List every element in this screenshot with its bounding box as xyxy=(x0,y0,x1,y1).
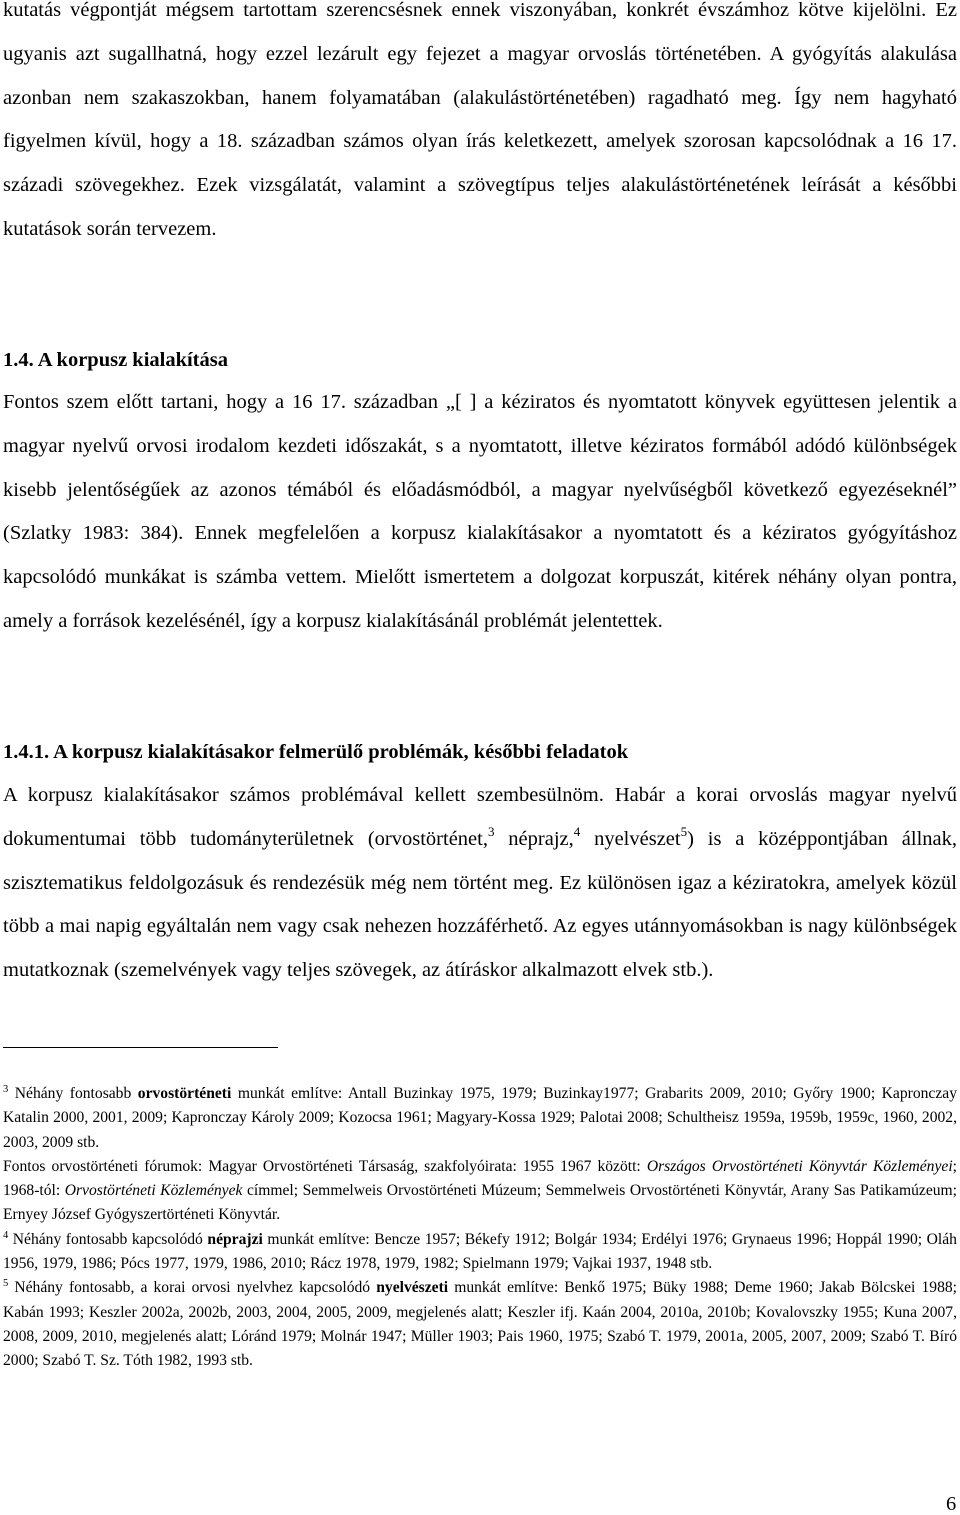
footnote-separator xyxy=(3,1047,278,1048)
footnote-3-cont-mid: ; 1968-tól: xyxy=(3,1157,957,1200)
paragraph-problems-text-b: néprajz, xyxy=(494,827,574,850)
footnote-3-number: 3 xyxy=(3,1084,9,1095)
footnote-5 xyxy=(3,1276,957,1373)
footnote-ref-4: 4 xyxy=(573,823,581,839)
footnote-5-text-rest: munkát említve: Benkő 1975; Büky 1988; Deme 1960; Jakab Bölcskei 1988; Kabán 1993; Keszler 2002a, 2002b, 2003, 2004, 2005, 2009, megjelenés alatt; Keszler ifj. Kaán 2004, 2010a, 2010b; Kovalovszky 1955; Kuna 2007, 2008, 2009, 2010, megjelenés alatt; Lóránd 1979; Molnár 1947; Müller 1903; Pais 1960, 1975; Szabó T. 1979, 2001a, 2005, 2007, 2009; Szabó T. Bíró 2000; Szabó T. Sz. Tóth 1982, 1993 stb. xyxy=(3,1279,957,1370)
footnote-4-text-rest: munkát említve: Bencze 1957; Békefy 1912; Bolgár 1934; Erdélyi 1976; Grynaeus 1996; Hoppál 1990; Oláh 1956, 1979, 1986; Pócs 1977, 1979, 1986, 2010; Rácz 1978, 1979, 1982; Spielmann 1979; Vajkai 1937, 1948 stb. xyxy=(3,1230,957,1273)
paragraph-problems-text-c: nyelvészet xyxy=(580,827,681,850)
paragraph-problems-text-d: ) is a középpontjában állnak, szisztematikus feldolgozásuk és rendezésük még nem történt meg. Ez különösen igaz a kéziratokra, amelyek közül több a mai napig egyáltalán nem vagy csak nehezen hozzáférhető. Az egyes utánnyomásokban is nagy különbségek mutatkoznak (szemelvények vagy teljes szövegek, az átíráskor alkalmazott elvek stb.). xyxy=(3,827,957,982)
footnote-3-text: Néhány fontosabb xyxy=(8,1085,138,1102)
footnote-5-text: Néhány fontosabb, a korai orvosi nyelvhez kapcsolódó xyxy=(8,1279,377,1297)
footnote-4-text: Néhány fontosabb kapcsolódó xyxy=(8,1230,208,1248)
journal-title-1: Országos Orvostörténeti Könyvtár Közleményei xyxy=(646,1157,953,1175)
section-heading-1-4: 1.4. A korpusz kialakítása xyxy=(3,349,228,371)
paragraph-problems xyxy=(3,774,957,993)
paragraph-corpus: Fontos szem előtt tartani, hogy a 16 17. században „[ ] a kéziratos és nyomtatott könyvek együttesen jelentik a magyar nyelvű orvosi irodalom kezdeti időszakát, s a nyomtatott, illetve kéziratos formából adódó különbségek kisebb jelentőségűek az azonos témából és előadásmódból, a magyar nyelvűségből következő egyezéseknél” (Szlatky 1983: 384). Ennek megfelelően a korpusz kialakításakor a nyomtatott és a kéziratos gyógyításhoz kapcsolódó munkákat is számba vettem. Mielőtt ismertetem a dolgozat korpuszát, kitérek néhány olyan pontra, amely a források kezelésénél, így a korpusz kialakításánál problémát jelentettek. xyxy=(3,391,957,632)
section-heading-1-4-1: 1.4.1. A korpusz kialakításakor felmerülő problémák, későbbi feladatok xyxy=(3,741,629,763)
footnote-4 xyxy=(3,1228,957,1277)
footnote-3 xyxy=(3,1082,957,1155)
footnote-3-continuation xyxy=(3,1155,957,1228)
footnote-3-text-rest: munkát említve: Antall Buzinkay 1975, 1979; Buzinkay1977; Grabarits 2009, 2010; Győry 1900; Kapronczay Katalin 2000, 2001, 2009; Kapronczay Károly 2009; Kozocsa 1961; Magyary-Kossa 1929; Palotai 2008; Schultheisz 1959a, 1959b, 1959c, 1960, 2002, 2003, 2009 stb. xyxy=(3,1085,957,1151)
footnote-3-keyword: orvostörténeti xyxy=(137,1085,232,1102)
footnote-ref-5: 5 xyxy=(680,823,688,839)
paragraph-problems-text-a: A korpusz kialakításakor számos problémával kellett szembesülnöm. Habár a korai orvoslás magyar nyelvű dokumentumai több tudományterületnek (orvostörténet, xyxy=(3,784,957,850)
footnote-5-number: 5 xyxy=(3,1278,9,1290)
footnote-5-keyword: nyelvészeti xyxy=(376,1279,449,1297)
paragraph-intro: kutatás végpontját mégsem tartottam szerencsésnek ennek viszonyában, konkrét évszámhoz kötve kijelölni. Ez ugyanis azt sugallhatná, hogy ezzel lezárult egy fejezet a magyar orvoslás történetében. A gyógyítás alakulása azonban nem szakaszokban, hanem folyamatában (alakulástörténetében) ragadható meg. Így nem hagyható figyelmen kívül, hogy a 18. században számos olyan írás keletkezett, amelyek szorosan kapcsolódnak a 16 17. századi szövegekhez. Ezek vizsgálatát, valamint a szövegtípus teljes alakulástörténetének leírását a későbbi kutatások során tervezem. xyxy=(3,0,957,240)
footnote-4-number: 4 xyxy=(3,1229,9,1241)
page-number: 6 xyxy=(946,1493,957,1515)
journal-title-2: Orvostörténeti Közlemények xyxy=(64,1182,243,1200)
footnote-4-keyword: néprajzi xyxy=(207,1230,263,1248)
footnotes xyxy=(3,1082,957,1374)
footnote-3-cont-text: Fontos orvostörténeti fórumok: Magyar Orvostörténeti Társaság, szakfolyóirata: 1955 1967 között: xyxy=(3,1157,647,1175)
footnote-ref-3: 3 xyxy=(487,823,495,839)
footnote-3-cont-rest: címmel; Semmelweis Orvostörténeti Múzeum; Semmelweis Orvostörténeti Könyvtár, Arany Sas Patikamúzeum; Ernyey József Gyógyszertörténeti Könyvtár. xyxy=(3,1182,957,1224)
